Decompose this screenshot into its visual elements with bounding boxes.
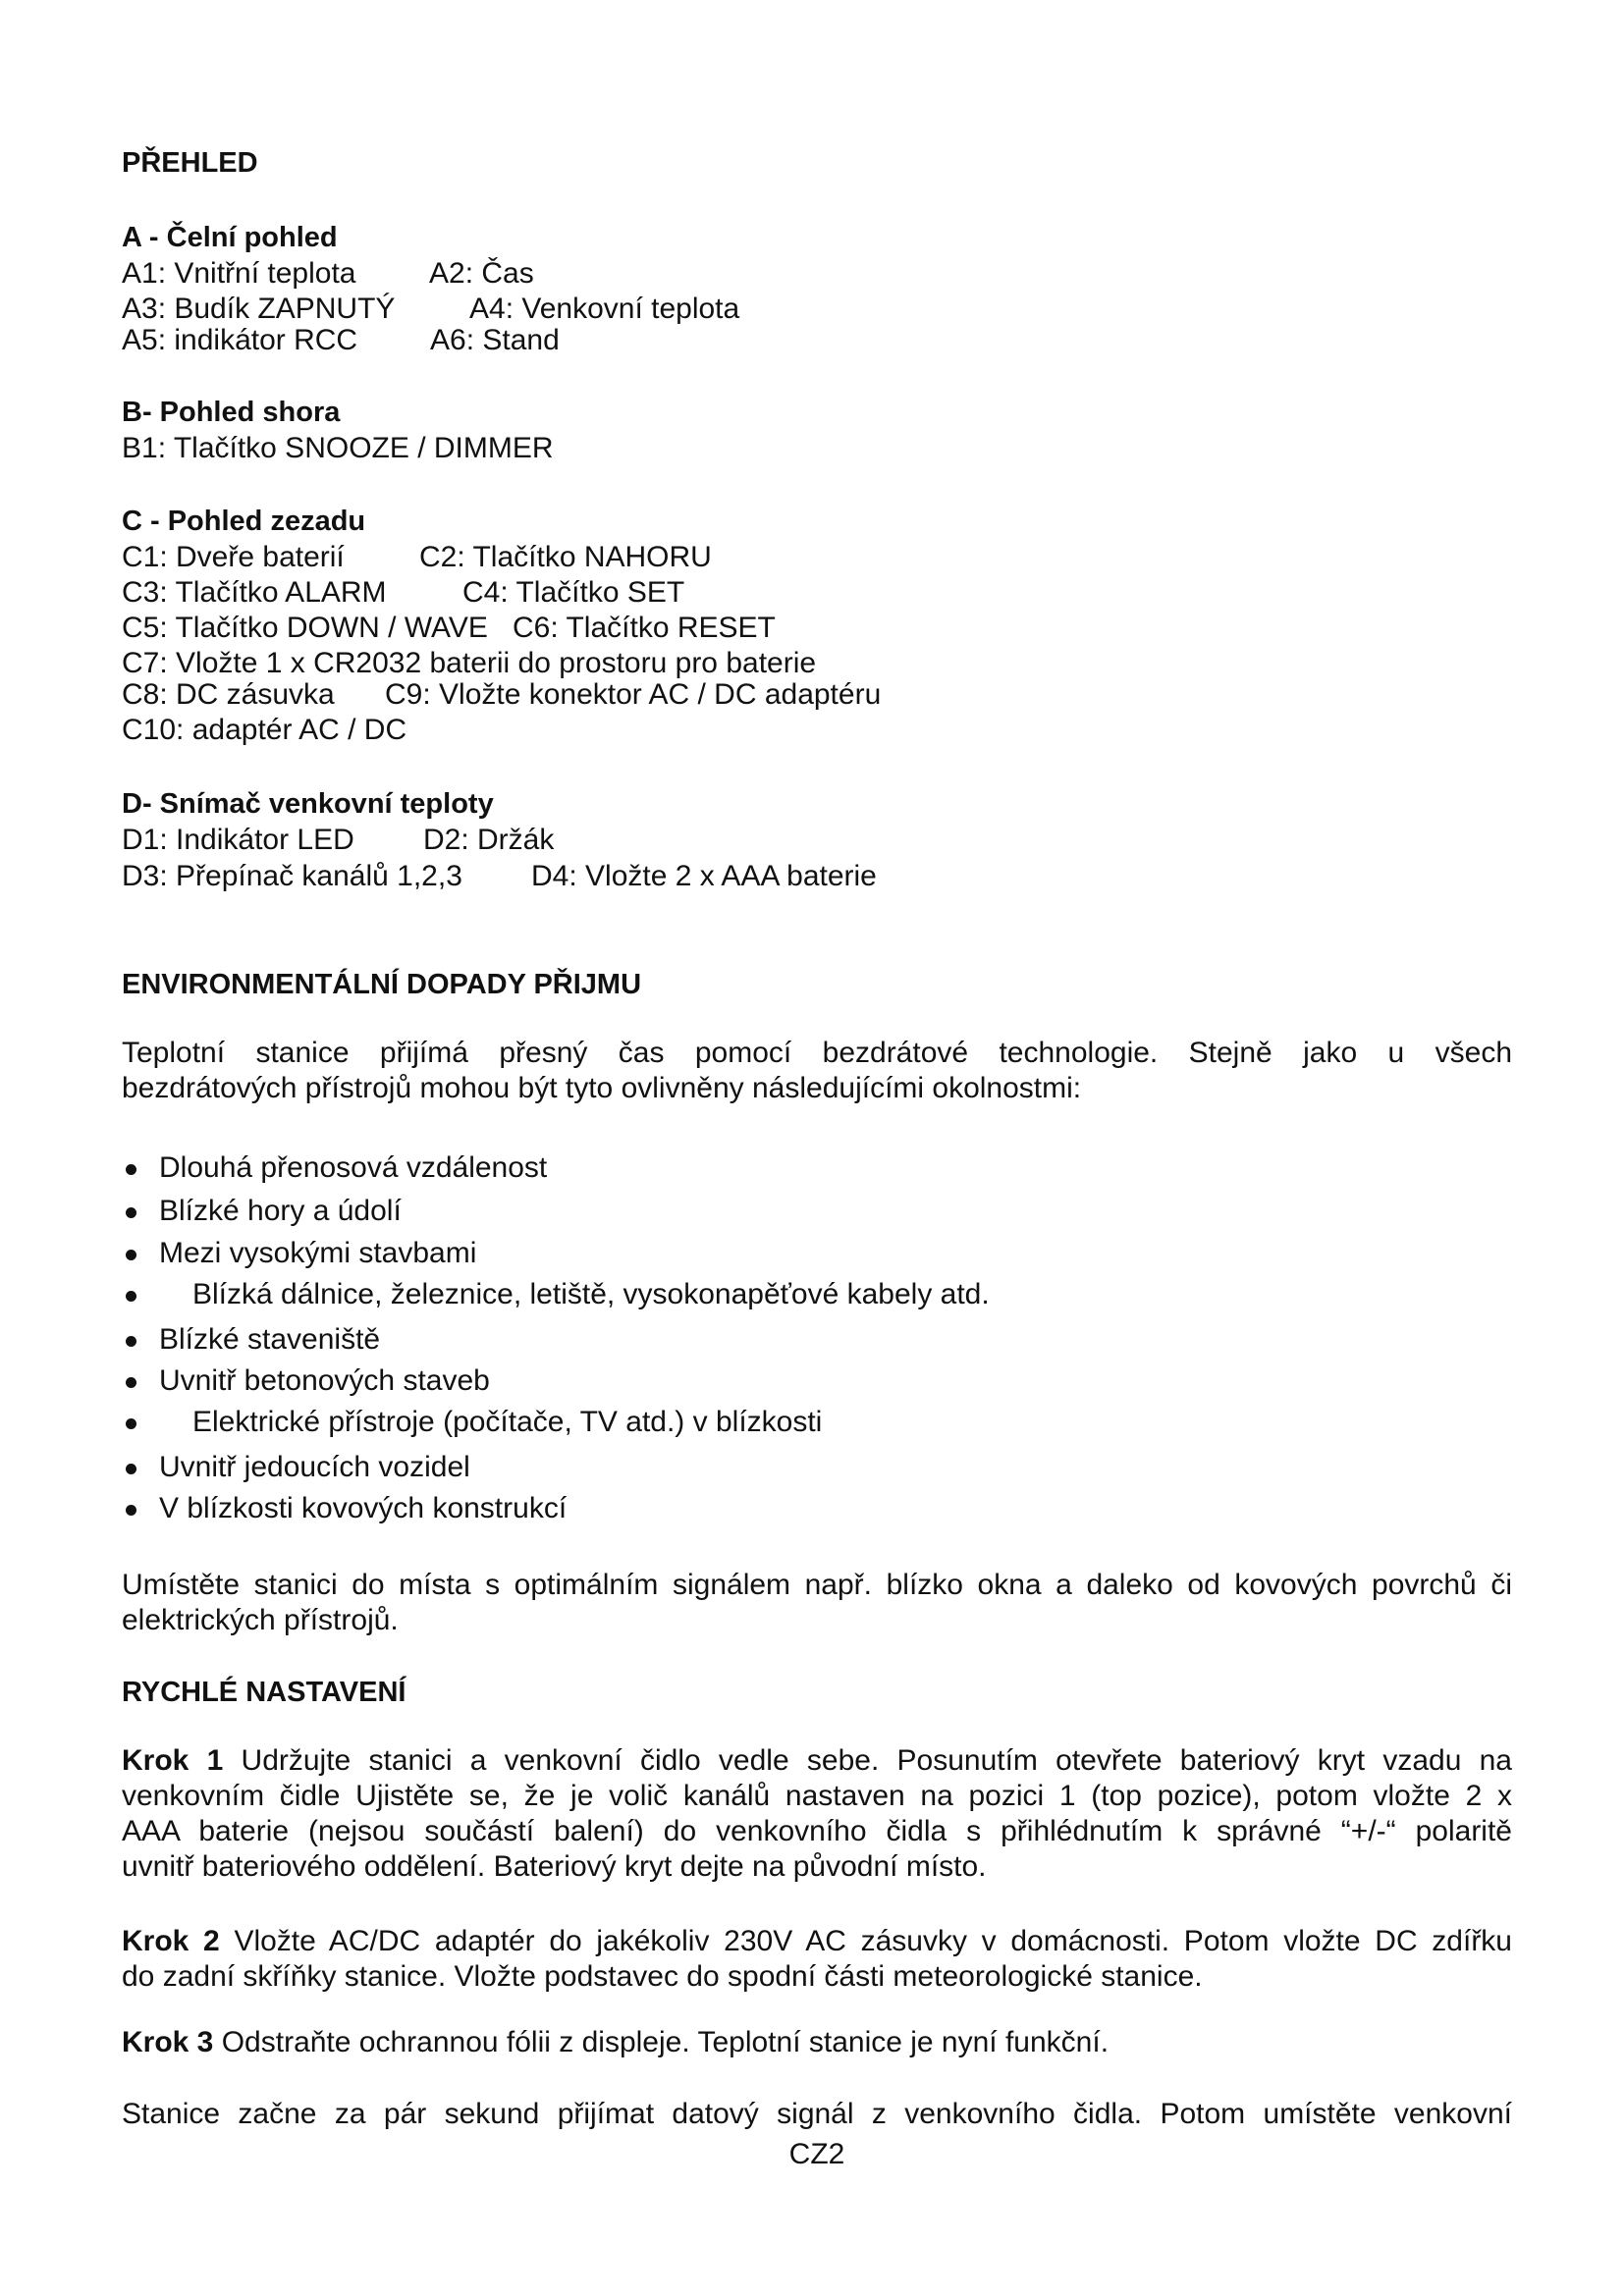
step-2-label: Krok 2: [122, 1925, 220, 1957]
environment-title: ENVIRONMENTÁLNÍ DOPADY PŘIJMU: [122, 969, 642, 1000]
environment-advice-line: elektrických přístrojů.: [122, 1604, 399, 1636]
quick-setup-title: RYCHLÉ NASTAVENÍ: [122, 1677, 406, 1708]
step-3-label: Krok 3: [122, 2026, 214, 2058]
step-1-text-line: AAA baterie (nejsou součástí balení) do venkovního čidla s přihlédnutím k správné “+/-“ polaritě: [122, 1815, 1512, 1847]
closing-paragraph: [122, 2097, 1512, 2132]
environment-intro: [122, 1036, 1512, 1106]
legend-item-c6: C6: Tlačítko RESET: [513, 612, 776, 644]
legend-item-a2: A2: Čas: [429, 257, 534, 290]
legend-item-d3: D3: Přepínač kanálů 1,2,3: [122, 860, 462, 892]
legend-item-c3: C3: Tlačítko ALARM: [122, 576, 387, 609]
legend-item-c9: C9: Vložte konektor AC / DC adaptéru: [385, 678, 882, 711]
legend-item-a6: A6: Stand: [430, 324, 560, 356]
manual-page: PŘEHLED A - Čelní pohled A1: Vnitřní teplota A2: Čas A3: Budík ZAPNUTÝ A4: Venkovní teplota A5: indikátor RCC A6: Stand B- Pohled shora B1: Tlačítko SNOOZE / DIMMER C - Pohled zezadu C1: Dveře baterií C2: Tlačítko NAHORU C3: Tlačítko ALARM C4: Tlačítko SET C5: Tlačítko DOWN / WAVE C6: Tlačítko RESET C7: Vložte 1 x CR2032 baterii do prostoru pro baterie C8: DC zásuvka C9: Vložte konektor AC / DC adaptéru C10: adaptér AC / DC D- Snímač venkovní teploty D1: Indikátor LED D2: Držák D3: Přepínač kanálů 1,2,3 D4: Vložte 2 x AAA baterie ENVIRONMENTÁLNÍ DOPADY PŘIJMU Teplotní stanice přijímá přesný čas pomocí bezdrátové technologie. Stejně jako u všech bezdrátových přístrojů mohou být tyto ovlivněny následujícími okolnostmi: Dlouhá přenosová vzdálenost Blízké hory a údolí Mezi vysokými stavbami Blízká dálnice, železnice, letiště, vysokonapěťové kabely atd. Blízké staveniště Uvnitř betonových staveb Elektrické přístroje (počítače, TV atd.) v blízkosti Uvnitř jedoucích vozidel V blízkosti kovových konstrukcí Umístěte stanici do místa s optimálním signálem např. blízko okna a daleko od kovových povrchů či elektrických přístrojů. RYCHLÉ NASTAVENÍ Krok 1 Udržujte stanici a venkovní čidlo vedle sebe. Posunutím otevřete bateriový kryt vzadu na venkovním čidle Ujistěte se, že je volič kanálů nastaven na pozici 1 (top pozice), potom vložte 2 x AAA baterie (nejsou součástí balení) do venkovního čidla s přihlédnutím k správné “+/-“ polaritě uvnitř bateriového oddělení. Bateriový kryt dejte na původní místo. Krok 2 Vložte AC/DC adaptér do jakékoliv 230V AC zásuvky v domácnosti. Potom vložte DC zdířku do zadní skříňky stanice. Vložte podstavec do spodní části meteorologické stanice. Krok 3 Odstraňte ochrannou fólii z displeje. Teplotní stanice je nyní funkční. Stanice začne za pár sekund přijímat datový signál z venkovního čidla. Potom umístěte venkovní CZ2: [122, 147, 1512, 2170]
bullet-icon: [126, 1250, 136, 1260]
section-c-heading: C - Pohled zezadu: [122, 506, 366, 537]
environment-intro-line: bezdrátových přístrojů mohou být tyto ovlivněny následujícími okolnostmi:: [122, 1072, 1082, 1104]
bullet-icon: [126, 1377, 136, 1388]
legend-item-a3: A3: Budík ZAPNUTÝ: [122, 293, 396, 325]
step-1-text-line: venkovním čidle Ujistěte se, že je volič kanálů nastaven na pozici 1 (top pozice), potom vložte 2 x: [122, 1780, 1512, 1812]
section-a-heading: A - Čelní pohled: [122, 222, 338, 253]
overview-title: PŘEHLED: [122, 147, 258, 179]
bullet-icon: [126, 1336, 136, 1347]
step-3-text: Odstraňte ochrannou fólii z displeje. Teplotní stanice je nyní funkční.: [221, 2026, 1110, 2058]
environment-intro-line: Teplotní stanice přijímá přesný čas pomocí bezdrátové technologie. Stejně jako u všech: [122, 1037, 1512, 1069]
section-b-heading: B- Pohled shora: [122, 397, 341, 428]
legend-item-d1: D1: Indikátor LED: [122, 824, 354, 856]
legend-item-c7: C7: Vložte 1 x CR2032 baterii do prostoru pro baterie: [122, 647, 817, 679]
legend-item-b1: B1: Tlačítko SNOOZE / DIMMER: [122, 432, 554, 464]
bullet-icon: [126, 1418, 136, 1429]
step-3-paragraph: [122, 2025, 1512, 2060]
step-2-text-line: Vložte AC/DC adaptér do jakékoliv 230V AC zásuvky v domácnosti. Potom vložte DC zdířku: [234, 1925, 1512, 1957]
legend-item-c2: C2: Tlačítko NAHORU: [419, 541, 712, 573]
legend-item-d2: D2: Držák: [423, 824, 555, 856]
environment-advice: [122, 1568, 1512, 1638]
legend-item-c10: C10: adaptér AC / DC: [122, 714, 407, 746]
legend-item-c8: C8: DC zásuvka: [122, 678, 335, 711]
step-1-text-line: Udržujte stanici a venkovní čidlo vedle sebe. Posunutím otevřete bateriový kryt vzadu na: [241, 1744, 1512, 1777]
step-1-paragraph: [122, 1743, 1512, 1885]
step-1-label: Krok 1: [122, 1744, 224, 1777]
environment-advice-line: Umístěte stanici do místa s optimálním signálem např. blízko okna a daleko od kovových povrchů či: [122, 1569, 1512, 1601]
closing-line: Stanice začne za pár sekund přijímat datový signál z venkovního čidla. Potom umístěte venkovní: [122, 2098, 1512, 2130]
bullet-icon: [126, 1207, 136, 1218]
bullet-icon: [126, 1505, 136, 1516]
step-2-text-line: do zadní skříňky stanice. Vložte podstavec do spodní části meteorologické stanice.: [122, 1960, 1203, 1993]
legend-item-c5: C5: Tlačítko DOWN / WAVE: [122, 612, 488, 644]
bullet-icon: [126, 1291, 136, 1302]
legend-item-a4: A4: Venkovní teplota: [469, 293, 740, 325]
legend-item-d4: D4: Vložte 2 x AAA baterie: [531, 860, 877, 892]
legend-item-a5: A5: indikátor RCC: [122, 324, 358, 356]
section-d-heading: D- Snímač venkovní teploty: [122, 788, 494, 820]
legend-item-c4: C4: Tlačítko SET: [462, 576, 685, 609]
bullet-icon: [126, 1464, 136, 1474]
step-2-paragraph: [122, 1924, 1512, 1995]
page-number: CZ2: [788, 2138, 845, 2170]
step-1-text-line: uvnitř bateriového oddělení. Bateriový kryt dejte na původní místo.: [122, 1850, 987, 1883]
legend-item-a1: A1: Vnitřní teplota: [122, 257, 356, 290]
legend-item-c1: C1: Dveře baterií: [122, 541, 345, 573]
bullet-icon: [126, 1164, 136, 1175]
